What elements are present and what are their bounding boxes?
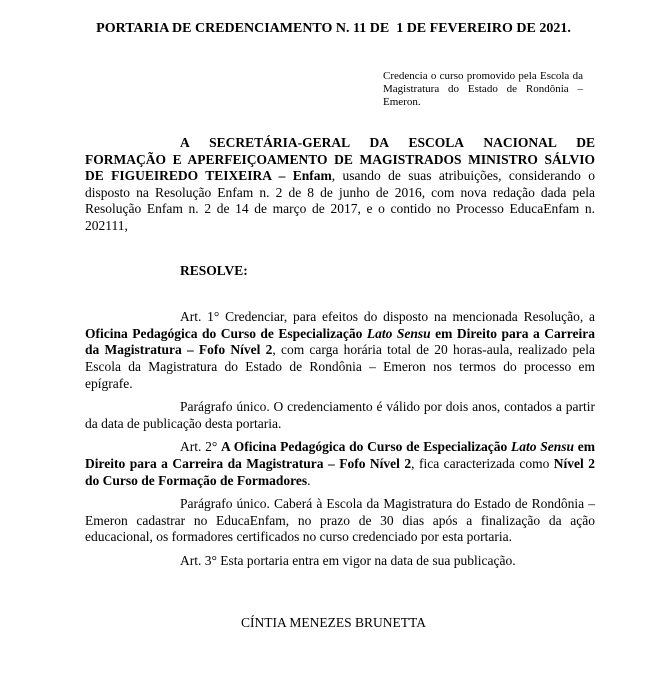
signature-name: CÍNTIA MENEZES BRUNETTA xyxy=(241,615,426,631)
preamble-considerations: , usando de suas atribuições, considerando o disposto na Resolução Enfam n. 2 de 8 de junho de 2016, com nova redação dada pela Resolução Enfam n. 2 de 14 de março de 2017, e o contido no Processo EducaEnfam n. 202111, xyxy=(85,168,595,233)
article-1-tail: , com carga horária total de 20 horas-aula, realizado pela Escola da Magistratura do Estado de Rondônia – Emeron nos termos do processo em epígrafe. xyxy=(85,342,595,391)
article-2-course-name-continued: em Direito para a Carreira da Magistratura – Fofo Nível 2 xyxy=(85,439,595,471)
document-body xyxy=(85,135,595,569)
article-1-paragraph xyxy=(85,309,595,392)
article-2-course-name: A Oficina Pedagógica do Curso de Especialização xyxy=(220,439,512,455)
article-1-course-name-continued: em Direito para a Carreira da Magistratura – Fofo Nível 2 xyxy=(85,325,595,358)
article-2-tail: . xyxy=(307,472,311,488)
document-title: PORTARIA DE CREDENCIAMENTO N. 11 DE 1 DE FEVEREIRO DE 2021. xyxy=(96,21,571,36)
article-2-mid: , fica caracterizada como xyxy=(411,455,554,471)
article-1-course-name: Oficina Pedagógica do Curso de Especialização xyxy=(85,325,367,341)
resolve-heading: RESOLVE: xyxy=(180,262,248,278)
preamble-paragraph xyxy=(85,135,595,235)
article-1-sole-paragraph: Parágrafo único. O credenciamento é válido por dois anos, contados a partir da data de publicação desta portaria. xyxy=(85,399,595,431)
article-2-level-designation: Nível 2 do Curso de Formação de Formadores xyxy=(85,455,596,488)
article-1-lead: Art. 1° Credenciar, para efeitos do disposto na mencionada Resolução, a xyxy=(180,309,595,325)
article-2-lead: Art. 2° xyxy=(180,439,221,455)
article-2-sole-paragraph: Parágrafo único. Caberá à Escola da Magistratura do Estado de Rondônia – Emeron cadastrar no EducaEnfam, no prazo de 30 dias após a finalização da ação educacional, os formadores certificados no curso credenciado por esta portaria. xyxy=(85,496,595,545)
article-2-paragraph xyxy=(85,439,595,489)
article-2-course-latin-term: Lato Sensu xyxy=(511,439,575,455)
article-3-paragraph: Art. 3° Esta portaria entra em vigor na data de sua publicação. xyxy=(180,552,516,568)
epigraph-summary: Credencia o curso promovido pela Escola da Magistratura do Estado de Rondônia – Emeron. xyxy=(383,70,583,108)
authority-name: A SECRETÁRIA-GERAL DA ESCOLA NACIONAL DE FORMAÇÃO E APERFEIÇOAMENTO DE MAGISTRADOS MINISTRO SÁLVIO DE FIGUEIREDO TEIXEIRA – Enfam xyxy=(85,135,595,184)
article-1-course-latin-term: Lato Sensu xyxy=(366,325,431,341)
